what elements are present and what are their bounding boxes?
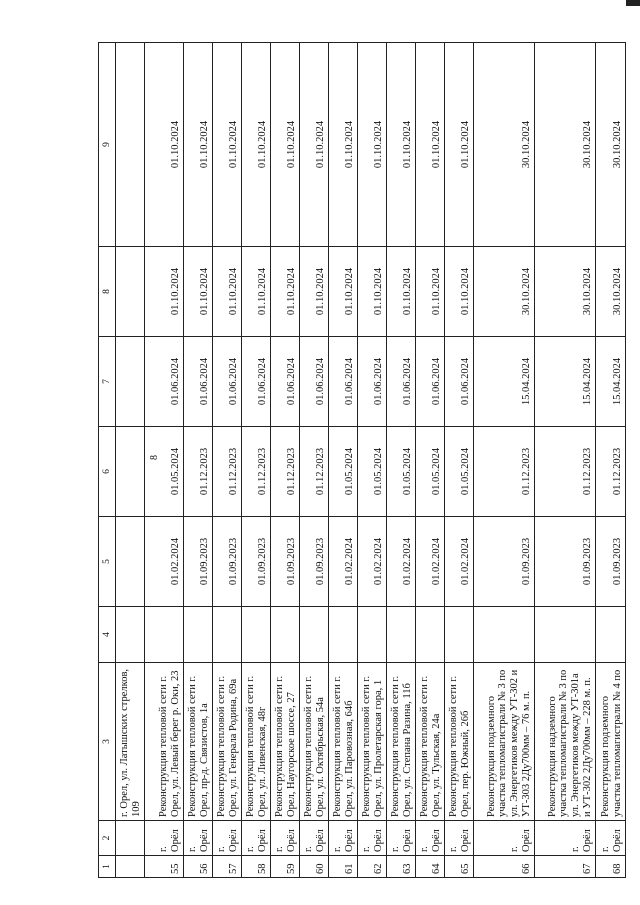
city: г. Орёл <box>535 821 596 856</box>
city: г. Орёл <box>358 821 387 856</box>
column-header: 5 <box>99 517 116 607</box>
table-row <box>596 43 626 878</box>
date-cell: 01.06.2024 <box>145 337 184 427</box>
page-number: 8 <box>149 455 160 460</box>
column-header: 9 <box>99 43 116 247</box>
date-cell: 01.10.2024 <box>445 43 474 247</box>
object-name: Реконструкция тепловой сети г. Орел, Наугорское шоссе, 27 <box>271 663 300 821</box>
date-cell: 01.10.2024 <box>416 43 445 247</box>
table-row <box>329 43 358 878</box>
date-cell: 01.10.2024 <box>329 43 358 247</box>
city: г. Орёл <box>242 821 271 856</box>
date-cell: 01.06.2024 <box>213 337 242 427</box>
date-cell: 01.06.2024 <box>387 337 416 427</box>
row-number: 59 <box>271 856 300 878</box>
date-cell: 01.05.2024 <box>387 427 416 517</box>
date-cell: 01.10.2024 <box>445 247 474 337</box>
date-cell: 01.09.2023 <box>184 517 213 607</box>
rotated-table-wrapper <box>98 43 624 878</box>
date-cell: 01.12.2023 <box>596 427 626 517</box>
works-schedule-table <box>98 42 626 878</box>
date-cell: 01.12.2023 <box>184 427 213 517</box>
date-cell: 15.04.2024 <box>474 337 535 427</box>
date-cell: 01.10.2024 <box>387 247 416 337</box>
date-cell: 01.05.2024 <box>445 427 474 517</box>
scan-mark <box>626 0 640 6</box>
date-cell: 30.10.2024 <box>535 247 596 337</box>
object-name: Реконструкция подземного участка тепломагистрали № 3 по ул. Энергетиков между УТ-302 и УТ-303 2Ду700мм – 76 м. п. <box>474 663 535 821</box>
column-header: 2 <box>99 821 116 856</box>
object-name: Реконструкция тепловой сети г. Орел, ул. Паровозная, 64б <box>329 663 358 821</box>
date-cell: 01.06.2024 <box>184 337 213 427</box>
col-4-cell <box>474 607 535 663</box>
column-number-row <box>99 43 116 878</box>
col-4-cell <box>213 607 242 663</box>
column-header: 3 <box>99 663 116 821</box>
object-name: Реконструкция надземного участка тепломагистрали № 3 по ул. Энергетиков между УТ-301а и УТ-302 2Ду700мм – 228 м. п. <box>535 663 596 821</box>
date-cell: 30.10.2024 <box>596 43 626 247</box>
date-cell: 01.12.2023 <box>271 427 300 517</box>
row-number: 62 <box>358 856 387 878</box>
city: г. Орёл <box>416 821 445 856</box>
row-number: 56 <box>184 856 213 878</box>
table-row <box>358 43 387 878</box>
date-cell: 30.10.2024 <box>474 43 535 247</box>
col-4-cell <box>596 607 626 663</box>
date-cell: 01.06.2024 <box>271 337 300 427</box>
table-row <box>271 43 300 878</box>
date-cell: 01.02.2024 <box>145 517 184 607</box>
date-cell: 01.09.2023 <box>213 517 242 607</box>
date-cell: 15.04.2024 <box>535 337 596 427</box>
date-cell: 01.06.2024 <box>329 337 358 427</box>
date-cell: 01.02.2024 <box>329 517 358 607</box>
continuation-row <box>116 43 145 878</box>
date-cell: 01.12.2023 <box>300 427 329 517</box>
date-cell: 01.10.2024 <box>242 247 271 337</box>
column-header: 4 <box>99 607 116 663</box>
table-row <box>242 43 271 878</box>
date-cell: 01.09.2023 <box>474 517 535 607</box>
date-cell: 01.06.2024 <box>416 337 445 427</box>
row-number: 55 <box>145 856 184 878</box>
object-name: Реконструкция тепловой сети г. Орел, ул. Левый берег р. Оки, 23 <box>145 663 184 821</box>
object-name: г. Орел, ул. Латышских стрелков, 109 <box>116 663 145 821</box>
object-name: Реконструкция тепловой сети г. Орел, ул. Пролетарская гора, 1 <box>358 663 387 821</box>
table-row <box>445 43 474 878</box>
date-cell: 01.10.2024 <box>416 247 445 337</box>
row-number: 58 <box>242 856 271 878</box>
col-4-cell <box>358 607 387 663</box>
row-number: 61 <box>329 856 358 878</box>
row-number: 64 <box>416 856 445 878</box>
date-cell: 01.12.2023 <box>213 427 242 517</box>
city: г. Орёл <box>474 821 535 856</box>
col-4-cell <box>242 607 271 663</box>
date-cell: 01.10.2024 <box>184 43 213 247</box>
table-row <box>184 43 213 878</box>
city: г. Орёл <box>184 821 213 856</box>
date-cell: 01.10.2024 <box>300 247 329 337</box>
date-cell: 01.09.2023 <box>271 517 300 607</box>
column-header: 6 <box>99 427 116 517</box>
city: г. Орёл <box>445 821 474 856</box>
date-cell: 01.02.2024 <box>387 517 416 607</box>
date-cell: 01.05.2024 <box>358 427 387 517</box>
col-4-cell <box>329 607 358 663</box>
col-4-cell <box>445 607 474 663</box>
table-row <box>474 43 535 878</box>
date-cell: 01.10.2024 <box>242 43 271 247</box>
city: г. Орёл <box>387 821 416 856</box>
object-name: Реконструкция подземного участка тепломагистрали № 4 по <box>596 663 626 821</box>
date-cell: 01.09.2023 <box>242 517 271 607</box>
date-cell: 01.12.2023 <box>242 427 271 517</box>
date-cell: 01.06.2024 <box>242 337 271 427</box>
city: г. Орёл <box>300 821 329 856</box>
column-header: 1 <box>99 856 116 878</box>
date-cell: 30.10.2024 <box>596 247 626 337</box>
date-cell: 01.06.2024 <box>445 337 474 427</box>
col-4-cell <box>535 607 596 663</box>
date-cell: 01.10.2024 <box>213 43 242 247</box>
object-name: Реконструкция тепловой сети г. Орел, ул. Степана Разина, 11б <box>387 663 416 821</box>
table-row <box>145 43 184 878</box>
date-cell: 01.10.2024 <box>271 43 300 247</box>
row-number: 68 <box>596 856 626 878</box>
date-cell: 01.10.2024 <box>213 247 242 337</box>
row-number: 67 <box>535 856 596 878</box>
date-cell: 01.05.2024 <box>416 427 445 517</box>
date-cell: 30.10.2024 <box>474 247 535 337</box>
date-cell: 01.10.2024 <box>145 247 184 337</box>
date-cell: 01.12.2023 <box>535 427 596 517</box>
city: г. Орёл <box>145 821 184 856</box>
date-cell: 01.02.2024 <box>445 517 474 607</box>
table-row <box>535 43 596 878</box>
date-cell: 01.10.2024 <box>358 247 387 337</box>
object-name: Реконструкция тепловой сети г. Орел, ул. Ливенская, 48г <box>242 663 271 821</box>
row-number: 60 <box>300 856 329 878</box>
city: г. Орёл <box>596 821 626 856</box>
row-number: 65 <box>445 856 474 878</box>
object-name: Реконструкция тепловой сети г. Орел, пер. Южный, 26б <box>445 663 474 821</box>
col-4-cell <box>416 607 445 663</box>
date-cell: 01.10.2024 <box>145 43 184 247</box>
date-cell: 01.02.2024 <box>416 517 445 607</box>
row-number: 66 <box>474 856 535 878</box>
table-row <box>387 43 416 878</box>
date-cell: 01.10.2024 <box>300 43 329 247</box>
column-header: 8 <box>99 247 116 337</box>
col-4-cell <box>300 607 329 663</box>
object-name: Реконструкция тепловой сети г. Орел, ул. Октябрьская, 54а <box>300 663 329 821</box>
date-cell: 01.10.2024 <box>329 247 358 337</box>
date-cell: 15.04.2024 <box>596 337 626 427</box>
object-name: Реконструкция тепловой сети г. Орел, ул. Генерала Родина, 69а <box>213 663 242 821</box>
date-cell: 01.12.2023 <box>474 427 535 517</box>
date-cell: 01.06.2024 <box>300 337 329 427</box>
row-number: 63 <box>387 856 416 878</box>
object-name: Реконструкция тепловой сети г. Орел, пр-д. Связистов, 1а <box>184 663 213 821</box>
date-cell: 01.02.2024 <box>358 517 387 607</box>
city: г. Орёл <box>329 821 358 856</box>
date-cell: 01.09.2023 <box>535 517 596 607</box>
col-4-cell <box>145 607 184 663</box>
date-cell: 01.05.2024 <box>145 427 184 517</box>
column-header: 7 <box>99 337 116 427</box>
col-4-cell <box>271 607 300 663</box>
table-row <box>213 43 242 878</box>
city: г. Орёл <box>213 821 242 856</box>
row-number: 57 <box>213 856 242 878</box>
date-cell: 01.10.2024 <box>184 247 213 337</box>
table-row <box>416 43 445 878</box>
object-name: Реконструкция тепловой сети г. Орел, ул. Тульская, 24а <box>416 663 445 821</box>
city: г. Орёл <box>271 821 300 856</box>
date-cell: 01.06.2024 <box>358 337 387 427</box>
date-cell: 01.10.2024 <box>271 247 300 337</box>
date-cell: 01.10.2024 <box>358 43 387 247</box>
table-row <box>300 43 329 878</box>
date-cell: 01.05.2024 <box>329 427 358 517</box>
col-4-cell <box>184 607 213 663</box>
col-4-cell <box>387 607 416 663</box>
date-cell: 01.10.2024 <box>387 43 416 247</box>
date-cell: 01.09.2023 <box>596 517 626 607</box>
date-cell: 01.09.2023 <box>300 517 329 607</box>
date-cell: 30.10.2024 <box>535 43 596 247</box>
